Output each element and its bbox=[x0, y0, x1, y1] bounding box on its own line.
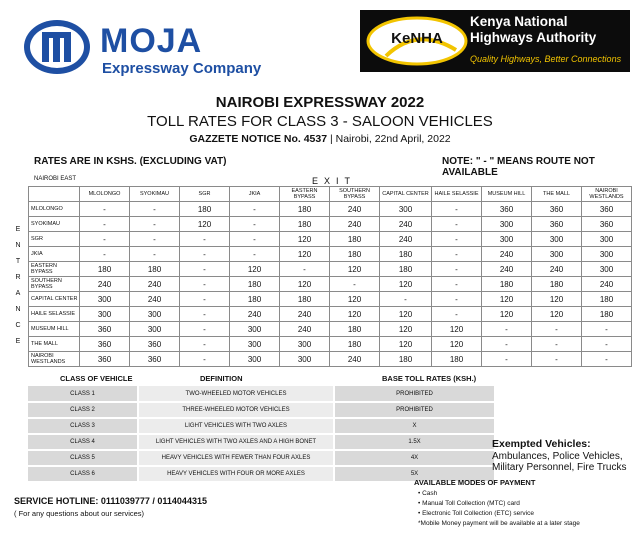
definition-cell: LIGHT VEHICLES WITH TWO AXLES AND A HIGH BONET bbox=[138, 434, 334, 450]
rate-cell: - bbox=[482, 337, 532, 352]
rate-cell: - bbox=[180, 322, 230, 337]
rate-cell: 240 bbox=[280, 307, 330, 322]
hotline-note: ( For any questions about our services) bbox=[14, 509, 145, 518]
rate-cell: PROHIBITED bbox=[334, 386, 494, 402]
moja-subtitle: Expressway Company bbox=[102, 60, 262, 77]
kenha-tagline: Quality Highways, Better Connections bbox=[470, 54, 622, 64]
table-row bbox=[29, 247, 632, 262]
column-header: NAIROBI WESTLANDS bbox=[582, 187, 632, 202]
rate-cell: - bbox=[432, 247, 482, 262]
rate-cell: 180 bbox=[380, 262, 432, 277]
rate-cell: 180 bbox=[330, 337, 380, 352]
entrance-letter: N bbox=[15, 242, 21, 249]
table-row bbox=[29, 277, 632, 292]
rate-cell: 120 bbox=[380, 337, 432, 352]
moja-name: MOJA bbox=[100, 22, 203, 60]
table-corner bbox=[29, 187, 80, 202]
gazette-number: GAZZETE NOTICE No. 4537 bbox=[189, 133, 328, 145]
rate-cell: - bbox=[230, 232, 280, 247]
rate-cell: - bbox=[582, 322, 632, 337]
rate-cell: 240 bbox=[532, 262, 582, 277]
definition-cell: LIGHT VEHICLES WITH TWO AXLES bbox=[138, 418, 334, 434]
rate-cell: 120 bbox=[482, 307, 532, 322]
column-header: SOUTHERN BYPASS bbox=[330, 187, 380, 202]
rate-cell: 120 bbox=[230, 262, 280, 277]
column-header: MLOLONGO bbox=[80, 187, 130, 202]
rate-cell: - bbox=[280, 262, 330, 277]
rate-cell: - bbox=[432, 262, 482, 277]
rate-cell: 300 bbox=[80, 307, 130, 322]
rate-cell: 180 bbox=[482, 277, 532, 292]
rate-cell: 240 bbox=[280, 322, 330, 337]
entrance-letter: T bbox=[15, 258, 21, 265]
rate-cell: 300 bbox=[582, 247, 632, 262]
rate-cell: 300 bbox=[532, 247, 582, 262]
rate-cell: 180 bbox=[330, 322, 380, 337]
header bbox=[0, 0, 640, 88]
column-header: SYOKIMAU bbox=[130, 187, 180, 202]
class-cell: CLASS 2 bbox=[28, 402, 138, 418]
rate-cell: 120 bbox=[432, 337, 482, 352]
gazette-notice bbox=[0, 133, 640, 145]
rate-cell: 360 bbox=[582, 217, 632, 232]
exempted-title: Exempted Vehicles: bbox=[492, 438, 591, 450]
table-row bbox=[29, 322, 632, 337]
table-row bbox=[29, 232, 632, 247]
table-row bbox=[29, 217, 632, 232]
rate-cell: 360 bbox=[482, 202, 532, 217]
payment-list bbox=[418, 489, 580, 529]
table-row bbox=[29, 307, 632, 322]
rate-cell: 180 bbox=[80, 262, 130, 277]
rate-cell: 240 bbox=[380, 217, 432, 232]
rate-cell: 180 bbox=[380, 247, 432, 262]
column-header: EASTERN BYPASS bbox=[280, 187, 330, 202]
kenha-title-line2: Highways Authority bbox=[470, 30, 597, 45]
row-header: HAILE SELASSIE bbox=[29, 307, 80, 322]
row-header: JKIA bbox=[29, 247, 80, 262]
payment-item: *Mobile Money payment will be available at a later stage bbox=[418, 520, 580, 527]
class-row bbox=[28, 402, 494, 418]
class-header: CLASS OF VEHICLE bbox=[60, 374, 133, 383]
rate-cell: 360 bbox=[130, 352, 180, 367]
rate-cell: 180 bbox=[432, 352, 482, 367]
rate-cell: - bbox=[432, 217, 482, 232]
rate-cell: 360 bbox=[80, 352, 130, 367]
rate-cell: - bbox=[180, 247, 230, 262]
rate-cell: - bbox=[80, 247, 130, 262]
toll-rates-table bbox=[28, 186, 632, 367]
rate-cell: 300 bbox=[582, 232, 632, 247]
rate-cell: - bbox=[482, 322, 532, 337]
class-cell: CLASS 6 bbox=[28, 466, 138, 482]
rate-cell: - bbox=[532, 322, 582, 337]
rate-cell: 240 bbox=[230, 307, 280, 322]
kenha-title bbox=[470, 14, 596, 46]
rate-cell: - bbox=[130, 217, 180, 232]
rate-cell: - bbox=[432, 232, 482, 247]
rate-cell: 180 bbox=[330, 247, 380, 262]
rate-cell: 240 bbox=[130, 277, 180, 292]
column-header: JKIA bbox=[230, 187, 280, 202]
kenha-banner bbox=[360, 10, 630, 72]
rate-cell: - bbox=[532, 337, 582, 352]
rate-cell: 120 bbox=[482, 292, 532, 307]
rate-cell: 4X bbox=[334, 450, 494, 466]
rate-cell: 300 bbox=[380, 202, 432, 217]
rate-cell: 5X bbox=[334, 466, 494, 482]
class-row bbox=[28, 434, 494, 450]
entrance-letter: C bbox=[15, 322, 21, 329]
rate-cell: 240 bbox=[482, 262, 532, 277]
rate-cell: - bbox=[582, 352, 632, 367]
row-header: MUSEUM HILL bbox=[29, 322, 80, 337]
rate-cell: - bbox=[180, 337, 230, 352]
rate-cell: 360 bbox=[80, 337, 130, 352]
table-row bbox=[29, 337, 632, 352]
rate-cell: - bbox=[180, 262, 230, 277]
rate-cell: 120 bbox=[280, 232, 330, 247]
class-row bbox=[28, 450, 494, 466]
class-row bbox=[28, 418, 494, 434]
nairobi-east-label: NAIROBI EAST bbox=[34, 176, 77, 182]
rate-cell: 360 bbox=[532, 217, 582, 232]
rate-cell: - bbox=[432, 292, 482, 307]
rate-cell: 240 bbox=[330, 202, 380, 217]
rate-cell: - bbox=[432, 202, 482, 217]
row-header: MLOLONGO bbox=[29, 202, 80, 217]
rate-cell: - bbox=[180, 292, 230, 307]
row-header: SGR bbox=[29, 232, 80, 247]
rate-cell: - bbox=[482, 352, 532, 367]
rate-cell: - bbox=[80, 217, 130, 232]
rate-cell: - bbox=[130, 202, 180, 217]
rate-cell: 300 bbox=[230, 322, 280, 337]
rate-cell: 300 bbox=[230, 337, 280, 352]
rate-cell: 180 bbox=[582, 307, 632, 322]
rate-cell: 120 bbox=[380, 322, 432, 337]
rate-cell: - bbox=[180, 307, 230, 322]
table-row bbox=[29, 352, 632, 367]
vehicle-class-table bbox=[28, 386, 494, 483]
rate-cell: 180 bbox=[130, 262, 180, 277]
class-row bbox=[28, 386, 494, 402]
entrance-letter: E bbox=[15, 338, 21, 345]
rate-cell: 300 bbox=[130, 307, 180, 322]
rate-cell: 180 bbox=[280, 217, 330, 232]
rate-cell: 1.5X bbox=[334, 434, 494, 450]
column-header: SGR bbox=[180, 187, 230, 202]
entrance-letter: A bbox=[15, 290, 21, 297]
rate-cell: 120 bbox=[280, 247, 330, 262]
rate-cell: - bbox=[80, 232, 130, 247]
class-cell: CLASS 3 bbox=[28, 418, 138, 434]
rate-cell: 120 bbox=[432, 322, 482, 337]
rate-cell: 300 bbox=[482, 232, 532, 247]
rate-cell: - bbox=[380, 292, 432, 307]
exempted-line: Military Personnel, Fire Trucks bbox=[492, 462, 627, 473]
moja-logo-icon bbox=[22, 18, 92, 76]
payment-item: • Cash bbox=[418, 490, 438, 497]
rate-cell: 180 bbox=[280, 202, 330, 217]
row-header: CAPITAL CENTER bbox=[29, 292, 80, 307]
rate-cell: - bbox=[230, 247, 280, 262]
rate-cell: 120 bbox=[532, 307, 582, 322]
definition-cell: TWO-WHEELED MOTOR VEHICLES bbox=[138, 386, 334, 402]
exit-label: EXIT bbox=[312, 176, 357, 186]
rate-cell: 180 bbox=[532, 277, 582, 292]
definition-cell: HEAVY VEHICLES WITH FOUR OR MORE AXLES bbox=[138, 466, 334, 482]
rate-cell: - bbox=[180, 277, 230, 292]
row-header: SYOKIMAU bbox=[29, 217, 80, 232]
rate-cell: 120 bbox=[380, 307, 432, 322]
rate-cell: - bbox=[180, 352, 230, 367]
exempted-list bbox=[492, 451, 640, 473]
rate-cell: 120 bbox=[180, 217, 230, 232]
rate-cell: - bbox=[432, 307, 482, 322]
class-cell: CLASS 4 bbox=[28, 434, 138, 450]
rate-cell: 180 bbox=[380, 352, 432, 367]
rate-cell: 300 bbox=[80, 292, 130, 307]
definition-cell: THREE-WHEELED MOTOR VEHICLES bbox=[138, 402, 334, 418]
row-header: THE MALL bbox=[29, 337, 80, 352]
rate-cell: 180 bbox=[230, 292, 280, 307]
rate-cell: 120 bbox=[532, 292, 582, 307]
column-header: HAILE SELASSIE bbox=[432, 187, 482, 202]
rate-cell: - bbox=[230, 217, 280, 232]
rate-cell: 240 bbox=[582, 277, 632, 292]
rate-cell: 300 bbox=[230, 352, 280, 367]
kenha-title-line1: Kenya National bbox=[470, 14, 568, 29]
rate-cell: - bbox=[582, 337, 632, 352]
payment-item: • Manual Toll Collection (MTC) card bbox=[418, 500, 520, 507]
rate-cell: 240 bbox=[482, 247, 532, 262]
gazette-date: | Nairobi, 22nd April, 2022 bbox=[327, 133, 451, 145]
rate-cell: 360 bbox=[582, 202, 632, 217]
rate-cell: 240 bbox=[130, 292, 180, 307]
rate-cell: X bbox=[334, 418, 494, 434]
column-header: THE MALL bbox=[532, 187, 582, 202]
class-cell: CLASS 1 bbox=[28, 386, 138, 402]
class-cell: CLASS 5 bbox=[28, 450, 138, 466]
rate-cell: 180 bbox=[230, 277, 280, 292]
rate-cell: 360 bbox=[130, 337, 180, 352]
rate-cell: 180 bbox=[582, 292, 632, 307]
rate-cell: - bbox=[130, 232, 180, 247]
rate-cell: 300 bbox=[280, 337, 330, 352]
entrance-label bbox=[14, 222, 22, 350]
rate-cell: 120 bbox=[330, 262, 380, 277]
rate-cell: 240 bbox=[80, 277, 130, 292]
rate-cell: 300 bbox=[482, 217, 532, 232]
payment-item: • Electronic Toll Collection (ETC) service bbox=[418, 510, 534, 517]
rate-cell: PROHIBITED bbox=[334, 402, 494, 418]
rate-cell: 120 bbox=[330, 292, 380, 307]
kenha-logo-text: KeNHA bbox=[391, 30, 443, 47]
entrance-letter: N bbox=[15, 306, 21, 313]
payment-title: AVAILABLE MODES OF PAYMENT bbox=[414, 478, 536, 487]
rate-cell: 360 bbox=[80, 322, 130, 337]
main-title: NAIROBI EXPRESSWAY 2022 bbox=[215, 94, 425, 111]
route-note: NOTE: " - " MEANS ROUTE NOT AVAILABLE bbox=[442, 156, 595, 178]
rate-cell: - bbox=[180, 232, 230, 247]
rate-cell: 120 bbox=[280, 277, 330, 292]
table-row bbox=[29, 202, 632, 217]
column-header: MUSEUM HILL bbox=[482, 187, 532, 202]
table-row bbox=[29, 292, 632, 307]
rate-cell: - bbox=[532, 352, 582, 367]
rate-cell: 300 bbox=[280, 352, 330, 367]
rate-cell: 240 bbox=[330, 217, 380, 232]
rate-cell: 300 bbox=[130, 322, 180, 337]
rate-cell: - bbox=[130, 247, 180, 262]
table-row bbox=[29, 262, 632, 277]
rate-cell: - bbox=[80, 202, 130, 217]
row-header: EASTERN BYPASS bbox=[29, 262, 80, 277]
column-header: CAPITAL CENTER bbox=[380, 187, 432, 202]
definition-cell: HEAVY VEHICLES WITH FEWER THAN FOUR AXLES bbox=[138, 450, 334, 466]
rate-cell: 120 bbox=[330, 307, 380, 322]
definition-header: DEFINITION bbox=[200, 374, 243, 383]
exempted-line: Ambulances, Police Vehicles, bbox=[492, 451, 623, 462]
rate-cell: 180 bbox=[180, 202, 230, 217]
base-rate-header: BASE TOLL RATES (KSH.) bbox=[382, 374, 477, 383]
rate-cell: 240 bbox=[380, 232, 432, 247]
entrance-letter: E bbox=[15, 226, 21, 233]
kenha-logo-icon bbox=[366, 16, 468, 66]
rate-cell: 120 bbox=[380, 277, 432, 292]
rate-cell: 240 bbox=[330, 352, 380, 367]
rate-cell: 180 bbox=[330, 232, 380, 247]
sub-title: TOLL RATES FOR CLASS 3 - SALOON VEHICLES bbox=[147, 113, 493, 130]
row-header: SOUTHERN BYPASS bbox=[29, 277, 80, 292]
row-header: NAIROBI WESTLANDS bbox=[29, 352, 80, 367]
entrance-letter: R bbox=[15, 274, 21, 281]
rate-cell: 180 bbox=[280, 292, 330, 307]
rate-cell: 300 bbox=[532, 232, 582, 247]
rate-cell: 360 bbox=[532, 202, 582, 217]
rate-cell: - bbox=[230, 202, 280, 217]
rate-cell: 300 bbox=[582, 262, 632, 277]
service-hotline: SERVICE HOTLINE: 0111039777 / 0114044315 bbox=[14, 496, 207, 506]
rates-note: RATES ARE IN KSHS. (EXCLUDING VAT) bbox=[34, 156, 227, 167]
rate-cell: - bbox=[432, 277, 482, 292]
rate-cell: - bbox=[330, 277, 380, 292]
